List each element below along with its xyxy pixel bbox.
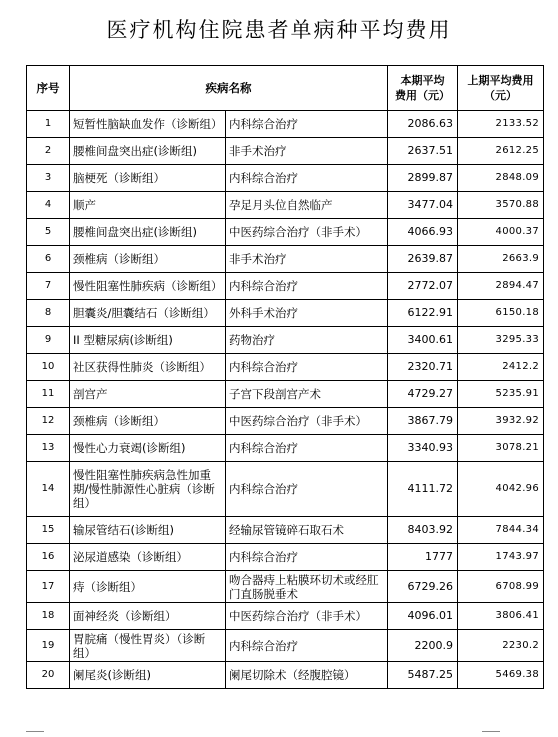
row-previous-cost: 2894.47	[458, 273, 544, 300]
row-current-cost: 3477.04	[388, 192, 458, 219]
row-index: 3	[27, 165, 70, 192]
row-previous-cost: 1743.97	[458, 544, 544, 571]
row-disease-name: 慢性阻塞性肺疾病急性加重期/慢性肺源性心脏病（诊断组）	[70, 462, 226, 517]
table-row	[27, 327, 544, 354]
row-treatment: 内科综合治疗	[226, 462, 388, 517]
row-index: 12	[27, 408, 70, 435]
table-row	[27, 603, 544, 630]
row-treatment: 内科综合治疗	[226, 630, 388, 662]
table-row	[27, 111, 544, 138]
row-treatment: 中医药综合治疗（非手术）	[226, 219, 388, 246]
row-current-cost: 3340.93	[388, 435, 458, 462]
row-treatment: 内科综合治疗	[226, 435, 388, 462]
row-index: 8	[27, 300, 70, 327]
footer-line-left	[26, 731, 44, 732]
row-previous-cost: 3078.21	[458, 435, 544, 462]
table-row	[27, 165, 544, 192]
row-disease-name: 阑尾炎(诊断组)	[70, 662, 226, 689]
row-index: 6	[27, 246, 70, 273]
row-disease-name: 社区获得性肺炎（诊断组）	[70, 354, 226, 381]
table-row	[27, 219, 544, 246]
table-row	[27, 408, 544, 435]
row-current-cost: 4729.27	[388, 381, 458, 408]
row-treatment: 中医药综合治疗（非手术）	[226, 603, 388, 630]
row-previous-cost: 2663.9	[458, 246, 544, 273]
table-row	[27, 544, 544, 571]
table-row	[27, 462, 544, 517]
row-previous-cost: 5469.38	[458, 662, 544, 689]
row-disease-name: 腰椎间盘突出症(诊断组)	[70, 219, 226, 246]
table-row	[27, 662, 544, 689]
row-disease-name: 慢性心力衰竭(诊断组)	[70, 435, 226, 462]
row-previous-cost: 2848.09	[458, 165, 544, 192]
row-current-cost: 2320.71	[388, 354, 458, 381]
row-treatment: 内科综合治疗	[226, 354, 388, 381]
cost-table	[26, 65, 544, 689]
row-treatment: 非手术治疗	[226, 246, 388, 273]
row-previous-cost: 6708.99	[458, 571, 544, 603]
header-disease: 疾病名称	[70, 66, 388, 111]
row-index: 7	[27, 273, 70, 300]
row-treatment: 药物治疗	[226, 327, 388, 354]
table-row	[27, 273, 544, 300]
row-current-cost: 5487.25	[388, 662, 458, 689]
row-index: 13	[27, 435, 70, 462]
table-row	[27, 571, 544, 603]
row-treatment: 子宫下段剖宫产术	[226, 381, 388, 408]
row-disease-name: 胃脘痛（慢性胃炎）（诊断组）	[70, 630, 226, 662]
row-treatment: 孕足月头位自然临产	[226, 192, 388, 219]
row-previous-cost: 5235.91	[458, 381, 544, 408]
row-previous-cost: 3295.33	[458, 327, 544, 354]
row-previous-cost: 2230.2	[458, 630, 544, 662]
row-previous-cost: 7844.34	[458, 517, 544, 544]
row-current-cost: 4066.93	[388, 219, 458, 246]
row-previous-cost: 4000.37	[458, 219, 544, 246]
table-row	[27, 381, 544, 408]
header-index: 序号	[27, 66, 70, 111]
row-current-cost: 4096.01	[388, 603, 458, 630]
row-current-cost: 4111.72	[388, 462, 458, 517]
row-current-cost: 2899.87	[388, 165, 458, 192]
row-previous-cost: 2412.2	[458, 354, 544, 381]
row-treatment: 吻合器痔上粘膜环切术或经肛门直肠脱垂术	[226, 571, 388, 603]
row-previous-cost: 6150.18	[458, 300, 544, 327]
table-body	[27, 111, 544, 689]
row-current-cost: 8403.92	[388, 517, 458, 544]
row-previous-cost: 4042.96	[458, 462, 544, 517]
row-disease-name: 胆囊炎/胆囊结石（诊断组）	[70, 300, 226, 327]
row-disease-name: 短暂性脑缺血发作（诊断组）	[70, 111, 226, 138]
row-disease-name: 腰椎间盘突出症(诊断组)	[70, 138, 226, 165]
row-index: 14	[27, 462, 70, 517]
row-previous-cost: 3932.92	[458, 408, 544, 435]
table-row	[27, 192, 544, 219]
row-index: 2	[27, 138, 70, 165]
row-previous-cost: 2133.52	[458, 111, 544, 138]
row-current-cost: 3400.61	[388, 327, 458, 354]
table-row	[27, 300, 544, 327]
row-current-cost: 1777	[388, 544, 458, 571]
footer-line-right	[482, 731, 500, 732]
row-disease-name: 剖宫产	[70, 381, 226, 408]
row-index: 4	[27, 192, 70, 219]
header-current-cost: 本期平均 费用（元）	[388, 66, 458, 111]
row-index: 1	[27, 111, 70, 138]
page-title: 医疗机构住院患者单病种平均费用	[106, 18, 452, 42]
header-previous-cost: 上期平均费用 （元）	[458, 66, 544, 111]
table-row	[27, 517, 544, 544]
row-treatment: 非手术治疗	[226, 138, 388, 165]
row-index: 11	[27, 381, 70, 408]
row-disease-name: 输尿管结石(诊断组)	[70, 517, 226, 544]
row-index: 19	[27, 630, 70, 662]
row-treatment: 内科综合治疗	[226, 273, 388, 300]
row-current-cost: 2639.87	[388, 246, 458, 273]
row-treatment: 内科综合治疗	[226, 165, 388, 192]
row-index: 9	[27, 327, 70, 354]
row-previous-cost: 2612.25	[458, 138, 544, 165]
row-current-cost: 6729.26	[388, 571, 458, 603]
row-disease-name: II 型糖尿病(诊断组)	[70, 327, 226, 354]
row-index: 5	[27, 219, 70, 246]
row-previous-cost: 3806.41	[458, 603, 544, 630]
row-current-cost: 3867.79	[388, 408, 458, 435]
row-treatment: 内科综合治疗	[226, 111, 388, 138]
row-index: 10	[27, 354, 70, 381]
row-index: 18	[27, 603, 70, 630]
row-current-cost: 6122.91	[388, 300, 458, 327]
row-current-cost: 2772.07	[388, 273, 458, 300]
row-index: 20	[27, 662, 70, 689]
row-current-cost: 2637.51	[388, 138, 458, 165]
row-index: 15	[27, 517, 70, 544]
table-header-row	[27, 66, 544, 111]
row-disease-name: 顺产	[70, 192, 226, 219]
row-index: 16	[27, 544, 70, 571]
row-previous-cost: 3570.88	[458, 192, 544, 219]
table-row	[27, 354, 544, 381]
table-row	[27, 246, 544, 273]
row-treatment: 阑尾切除术（经腹腔镜）	[226, 662, 388, 689]
row-disease-name: 面神经炎（诊断组）	[70, 603, 226, 630]
row-disease-name: 泌尿道感染（诊断组）	[70, 544, 226, 571]
row-disease-name: 慢性阻塞性肺疾病（诊断组）	[70, 273, 226, 300]
row-disease-name: 脑梗死（诊断组）	[70, 165, 226, 192]
row-disease-name: 痔（诊断组）	[70, 571, 226, 603]
row-disease-name: 颈椎病（诊断组）	[70, 408, 226, 435]
row-treatment: 内科综合治疗	[226, 544, 388, 571]
table-row	[27, 435, 544, 462]
row-current-cost: 2086.63	[388, 111, 458, 138]
table-row	[27, 138, 544, 165]
row-treatment: 外科手术治疗	[226, 300, 388, 327]
row-treatment: 经输尿管镜碎石取石术	[226, 517, 388, 544]
row-treatment: 中医药综合治疗（非手术）	[226, 408, 388, 435]
row-disease-name: 颈椎病（诊断组）	[70, 246, 226, 273]
row-current-cost: 2200.9	[388, 630, 458, 662]
table-row	[27, 630, 544, 662]
row-index: 17	[27, 571, 70, 603]
